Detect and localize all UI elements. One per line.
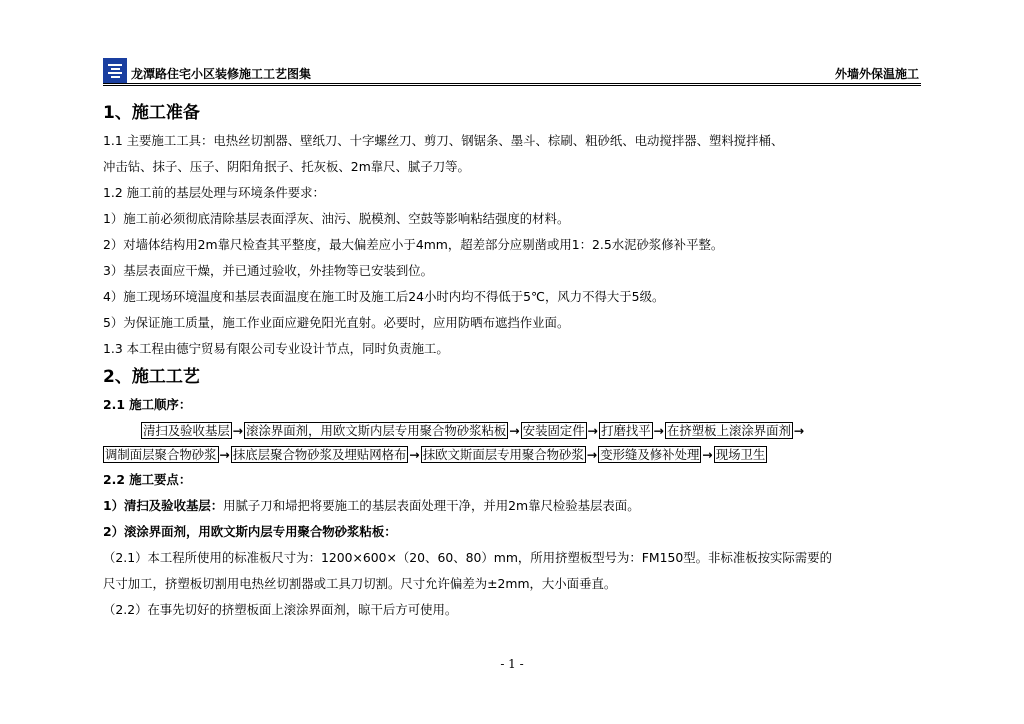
header-section-title: 外墙外保温施工 bbox=[834, 67, 919, 81]
point-2-label: 2）滚涂界面剂，用欧文斯内层专用聚合物砂浆粘板： bbox=[103, 524, 397, 539]
flow-step: 打磨找平 bbox=[601, 423, 651, 438]
arrow-right-icon: → bbox=[653, 423, 665, 438]
flow-step: 安装固定件 bbox=[522, 423, 585, 438]
page-header bbox=[103, 58, 921, 86]
process-flow-row-1 bbox=[103, 420, 923, 442]
point-1 bbox=[103, 493, 923, 519]
flow-step: 现场卫生 bbox=[715, 447, 766, 462]
process-flow-row-2 bbox=[103, 444, 923, 466]
point-1-label: 1）清扫及验收基层： bbox=[103, 498, 224, 513]
arrow-right-icon: → bbox=[232, 423, 244, 438]
flow-step: 变形缝及修补处理 bbox=[600, 447, 700, 462]
arrow-right-icon: → bbox=[586, 447, 598, 462]
paragraph-2-1b: 尺寸加工，挤塑板切割用电热丝切割器或工具刀切割。尺寸允许偏差为±2mm，大小面垂直。 bbox=[103, 576, 617, 591]
header-rule bbox=[103, 83, 921, 84]
paragraph-1-2: 1.2 施工前的基层处理与环境条件要求： bbox=[103, 185, 325, 200]
subheading-2-1: 2.1 施工顺序： bbox=[103, 397, 192, 412]
flow-step: 滚涂界面剂，用欧文斯内层专用聚合物砂浆粘板 bbox=[246, 423, 507, 438]
flow-step: 在挤塑板上滚涂界面剂 bbox=[667, 423, 791, 438]
paragraph-1-1a: 1.1 主要施工工具：电热丝切割器、壁纸刀、十字螺丝刀、剪刀、钢锯条、墨斗、棕刷、粗砂纸、电动搅拌器、塑料搅拌桶、 bbox=[103, 133, 784, 148]
point-1-text: 用腻子刀和埽把将要施工的基层表面处理干净，并用2m靠尺检验基层表面。 bbox=[223, 498, 640, 513]
arrow-right-icon: → bbox=[219, 447, 230, 462]
page-content bbox=[103, 98, 923, 623]
list-item: 5）为保证施工质量，施工作业面应避免阳光直射。必要时，应用防晒布遮挡作业面。 bbox=[103, 315, 570, 330]
flow-step: 抹欧文斯面层专用聚合物砂浆 bbox=[422, 447, 584, 462]
flow-step: 清扫及验收基层 bbox=[143, 423, 230, 438]
subheading-2-2: 2.2 施工要点： bbox=[103, 472, 192, 487]
header-title: 龙潭路住宅小区装修施工工艺图集 bbox=[131, 67, 312, 81]
header-rule-thin bbox=[103, 85, 921, 86]
section-heading-2: 2、施工工艺 bbox=[103, 367, 200, 387]
list-item: 2）对墙体结构用2m靠尺检查其平整度，最大偏差应小于4mm，超差部分应剔凿或用1：2.5水泥砂浆修补平整。 bbox=[103, 237, 724, 252]
arrow-right-icon: → bbox=[793, 423, 805, 438]
paragraph-2-1a: （2.1）本工程所使用的标准板尺寸为：1200×600×（20、60、80）mm，所用挤塑板型号为：FM150型。非标准板按实际需要的 bbox=[103, 550, 832, 565]
arrow-right-icon: → bbox=[509, 423, 520, 438]
paragraph-2-2: （2.2）在事先切好的挤塑板面上滚涂界面剂，晾干后方可使用。 bbox=[103, 602, 458, 617]
paragraph-1-1b: 冲击钻、抹子、压子、阴阳角抿子、托灰板、2m靠尺、腻子刀等。 bbox=[103, 159, 470, 174]
page-number: - 1 - bbox=[500, 657, 524, 671]
arrow-right-icon: → bbox=[587, 423, 599, 438]
arrow-right-icon: → bbox=[409, 447, 420, 462]
section-heading-1: 1、施工准备 bbox=[103, 103, 200, 123]
flow-step: 调制面层聚合物砂浆 bbox=[105, 447, 217, 462]
company-logo bbox=[103, 58, 127, 84]
list-item: 1）施工前必须彻底清除基层表面浮灰、油污、脱模剂、空鼓等影响粘结强度的材料。 bbox=[103, 211, 570, 226]
flow-step: 抹底层聚合物砂浆及埋贴网格布 bbox=[232, 447, 407, 462]
arrow-right-icon: → bbox=[702, 447, 713, 462]
list-item: 4）施工现场环境温度和基层表面温度在施工时及施工后24小时内均不得低于5℃，风力不得大于5级。 bbox=[103, 289, 665, 304]
paragraph-1-3: 1.3 本工程由德宁贸易有限公司专业设计节点，同时负责施工。 bbox=[103, 341, 449, 356]
list-item: 3）基层表面应干燥，并已通过验收，外挂物等已安装到位。 bbox=[103, 263, 434, 278]
